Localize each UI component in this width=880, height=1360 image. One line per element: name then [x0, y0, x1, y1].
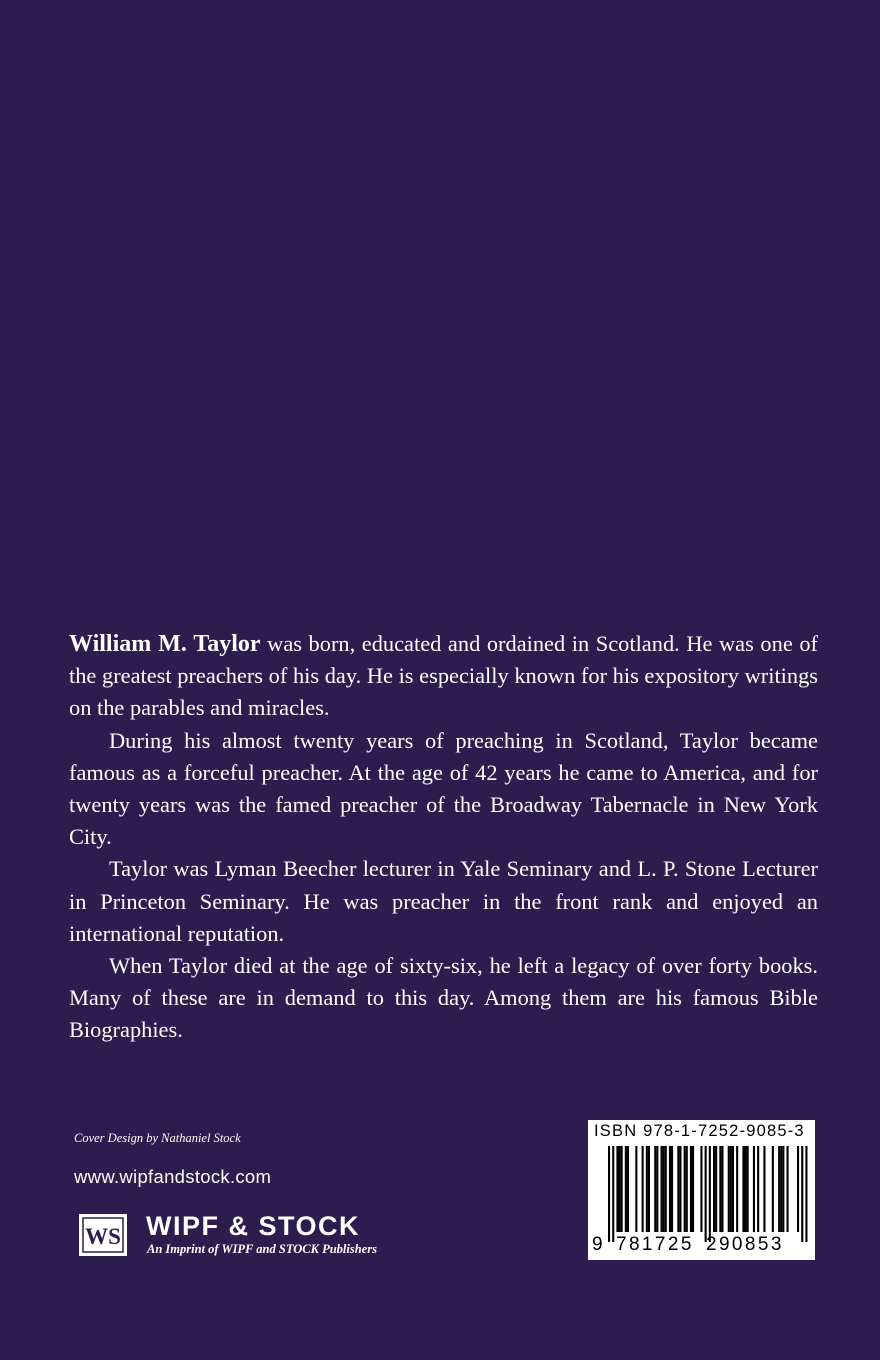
publisher-website: www.wipfandstock.com: [74, 1166, 272, 1187]
publisher-name: WIPF & STOCK: [146, 1211, 361, 1241]
barcode-bar: [665, 1146, 667, 1232]
barcode-bar: [732, 1146, 734, 1232]
barcode-bar: [642, 1146, 644, 1232]
barcode-bar: [684, 1146, 686, 1232]
blurb-paragraph-1-text: was born, educated and ordained in Scotland. He was one of the greatest preachers of his day. He is especially known for his expository writings on the parables and miracles.: [69, 631, 818, 721]
barcode-bar: [713, 1146, 715, 1232]
barcode-bar: [742, 1146, 744, 1232]
barcode-guard-bar: [608, 1146, 610, 1242]
barcode-bar: [635, 1146, 637, 1232]
barcode-bar: [780, 1146, 782, 1232]
barcode-bar: [677, 1146, 679, 1232]
barcode-bar: [730, 1146, 732, 1232]
barcode-bar: [757, 1146, 759, 1232]
barcode-bar: [679, 1146, 681, 1232]
blurb-paragraph-4: When Taylor died at the age of sixty-six, he left a legacy of over forty books. Many of these are in demand to this day. Among them are his famous Bible Biographies.: [69, 953, 818, 1043]
barcode-bar: [686, 1146, 688, 1232]
barcode-bar: [616, 1146, 618, 1232]
barcode-bar: [621, 1146, 623, 1232]
author-name: William M. Taylor: [69, 631, 261, 657]
publisher-logo-icon: [78, 1213, 128, 1257]
barcode-bar: [721, 1146, 723, 1232]
barcode-guard-bar: [709, 1146, 711, 1242]
barcode-left-digits: 781725: [616, 1234, 694, 1255]
barcode-bar: [728, 1146, 730, 1232]
barcode-guard-bar: [612, 1146, 614, 1242]
isbn-barcode: [588, 1120, 815, 1260]
barcode-bar: [669, 1146, 671, 1232]
barcode-bar: [736, 1146, 738, 1232]
barcode-bar: [663, 1146, 665, 1232]
barcode-bar: [625, 1146, 627, 1232]
barcode-bar: [690, 1146, 692, 1232]
barcode-bar: [719, 1146, 721, 1232]
barcode-bar: [778, 1146, 780, 1232]
publisher-tagline: An Imprint of WIPF and STOCK Publishers: [147, 1242, 377, 1256]
barcode-first-digit: 9: [592, 1234, 603, 1255]
logo-letters: WS: [85, 1224, 121, 1249]
barcode-bar: [656, 1146, 658, 1232]
cover-design-credit: Cover Design by Nathaniel Stock: [74, 1131, 241, 1145]
barcode-bar: [747, 1146, 749, 1232]
isbn-label: ISBN 978-1-7252-9085-3: [594, 1122, 805, 1140]
barcode-bar: [648, 1146, 650, 1232]
barcode-bar: [627, 1146, 629, 1232]
barcode-bar: [661, 1146, 663, 1232]
barcode-guard-bar: [705, 1146, 707, 1242]
barcode-bar: [745, 1146, 747, 1232]
barcode-bar: [772, 1146, 774, 1232]
barcode-bar: [700, 1146, 702, 1232]
barcode-bar: [797, 1146, 799, 1232]
barcode-bar: [646, 1146, 648, 1232]
barcode-bar: [654, 1146, 656, 1232]
barcode-bar: [787, 1146, 789, 1232]
blurb-paragraph-1: [69, 628, 818, 725]
barcode-bar: [619, 1146, 621, 1232]
blurb-paragraph-2: During his almost twenty years of preaching in Scotland, Taylor became famous as a forceful preacher. At the age of 42 years he came to America, and for twenty years was the famed preacher of the Broadway Tabernacle in New York City.: [69, 727, 818, 850]
barcode-guard-bar: [801, 1146, 803, 1242]
barcode-right-digits: 290853: [706, 1234, 784, 1255]
barcode-bar: [671, 1146, 673, 1232]
barcode-bar: [763, 1146, 765, 1232]
barcode-bar: [715, 1146, 717, 1232]
blurb-paragraph-3: Taylor was Lyman Beecher lecturer in Yale Seminary and L. P. Stone Lecturer in Princeton Seminary. He was preacher in the front rank and enjoyed an international reputation.: [69, 856, 818, 946]
barcode-bar: [692, 1146, 694, 1232]
barcode-bar: [782, 1146, 784, 1232]
barcode-guard-bar: [805, 1146, 807, 1242]
barcode-bar: [753, 1146, 755, 1232]
back-cover-blurb: [69, 628, 818, 1047]
